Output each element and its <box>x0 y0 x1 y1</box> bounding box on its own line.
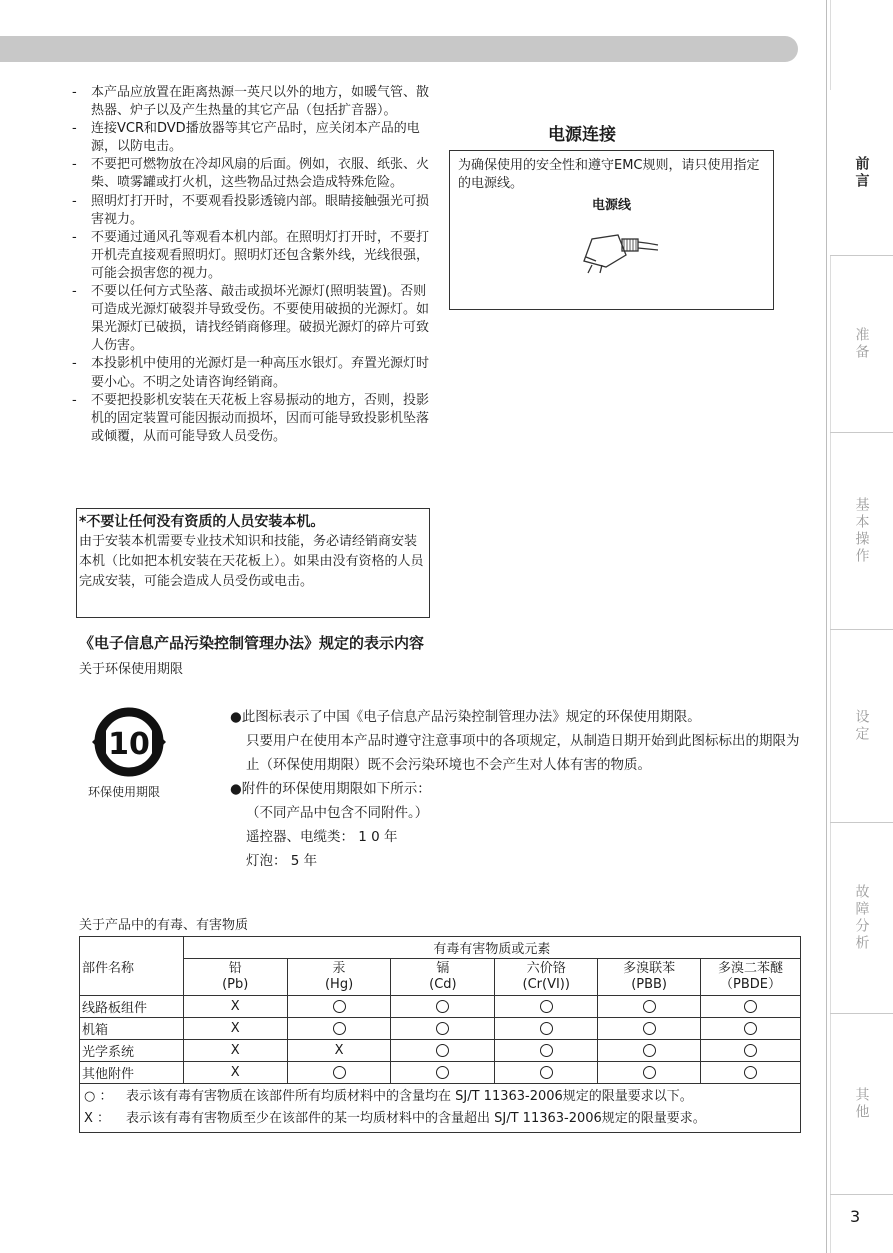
header-bar <box>0 36 798 62</box>
circle-mark-icon <box>643 1022 656 1035</box>
tab-other[interactable]: 其他 <box>853 1087 870 1121</box>
column-header: 多溴二苯醚 （PBDE） <box>701 959 801 996</box>
list-item: - 不要通过通风孔等观看本机内部。在照明灯打开时，不要打开机壳直接观看照明灯。照明灯还包含紫外线，光线很强，可能会损害您的视力。 <box>72 229 434 283</box>
circle-cell <box>598 1062 701 1084</box>
circle-mark-icon <box>436 1044 449 1057</box>
circle-cell <box>598 996 701 1018</box>
circle-cell <box>495 1018 598 1040</box>
install-warning-title: *不要让任何没有资质的人员安装本机。 <box>79 514 325 530</box>
circle-cell <box>391 1062 495 1084</box>
value-cell: X <box>287 1040 391 1062</box>
list-item: - 不要以任何方式坠落、敲击或损坏光源灯(照明装置)。否则可造成光源灯破裂并导致受伤。不要使用破损的光源灯。如果光源灯已破损，请找经销商修理。破损光源灯的碎片可致人伤害。 <box>72 283 434 355</box>
circle-cell <box>495 1040 598 1062</box>
circle-mark-icon <box>540 1066 553 1079</box>
part-name-header: 部件名称 <box>80 937 184 996</box>
safety-list <box>72 84 434 446</box>
circle-cell <box>598 1018 701 1040</box>
tab-basic-operation[interactable]: 基本操作 <box>853 497 870 565</box>
pollution-section-title: 《电子信息产品污染控制管理办法》规定的表示内容 <box>79 634 425 652</box>
circle-mark-icon <box>643 1044 656 1057</box>
table-row <box>80 1062 801 1084</box>
list-item: - 不要把可燃物放在冷却风扇的后面。例如，衣服、纸张、火柴、喷雾罐或打火机，这些物品过热会造成特殊危险。 <box>72 156 434 192</box>
power-cord-label: 电源线 <box>591 198 631 213</box>
eco-bullet-1-detail: 只要用户在使用本产品时遵守注意事项中的各项规定，从制造日期开始到此图标标出的期限为止（环保使用期限）既不会污染环境也不会产生对人体有害的物质。 <box>246 733 800 773</box>
circle-cell <box>287 996 391 1018</box>
hazard-heading: 关于产品中的有毒、有害物质 <box>79 918 249 933</box>
circle-cell <box>287 1062 391 1084</box>
tab-divider <box>830 1194 893 1195</box>
power-body: 为确保使用的安全性和遵守EMC规则，请只使用指定的电源线。 <box>458 158 760 191</box>
part-name-cell: 其他附件 <box>80 1062 184 1084</box>
circle-cell <box>701 1018 801 1040</box>
circle-mark-icon <box>540 1022 553 1035</box>
eco-bullet-2: ●附件的环保使用期限如下所示： <box>230 781 431 797</box>
list-item: - 本产品应放置在距离热源一英尺以外的地方，如暖气管、散热器、炉子以及产生热量的其它产品（包括扩音器）。 <box>72 84 434 120</box>
circle-mark-icon <box>333 1000 346 1013</box>
eco-bullet-1: ●此图标表示了中国《电子信息产品污染控制管理办法》规定的环保使用期限。 <box>230 709 701 725</box>
side-edge <box>826 0 827 1253</box>
table-row <box>80 1018 801 1040</box>
circle-mark-icon <box>744 1000 757 1013</box>
part-name-cell: 光学系统 <box>80 1040 184 1062</box>
list-item: - 连接VCR和DVD播放器等其它产品时，应关闭本产品的电源，以防电击。 <box>72 120 434 156</box>
circle-mark-icon <box>436 1000 449 1013</box>
list-item: - 照明灯打开时，不要观看投影透镜内部。眼睛接触强光可损害视力。 <box>72 193 434 229</box>
install-warning-body: 由于安装本机需要专业技术知识和技能，务必请经销商安装本机（比如把本机安装在天花板上）。如果由没有资格的人员完成安装，可能会造成人员受伤或电击。 <box>79 534 424 589</box>
column-header: 铅 (Pb) <box>183 959 287 996</box>
part-name-cell: 线路板组件 <box>80 996 184 1018</box>
table-row <box>80 996 801 1018</box>
circle-mark-icon <box>744 1066 757 1079</box>
list-item: - 本投影机中使用的光源灯是一种高压水银灯。弃置光源灯时要小心。不明之处请咨询经销商。 <box>72 355 434 391</box>
circle-mark-icon <box>744 1022 757 1035</box>
circle-cell <box>391 1018 495 1040</box>
column-header: 镉 (Cd) <box>391 959 495 996</box>
column-header: 汞 (Hg) <box>287 959 391 996</box>
eco-icon-label: 环保使用期限 <box>88 785 161 799</box>
tab-preparation[interactable]: 准备 <box>853 327 870 361</box>
hazard-table <box>79 936 801 1133</box>
power-plug-icon <box>562 221 662 277</box>
column-header: 多溴联苯 (PBB) <box>598 959 701 996</box>
circle-cell <box>701 1062 801 1084</box>
circle-mark-icon <box>333 1066 346 1079</box>
circle-mark-icon <box>643 1000 656 1013</box>
circle-mark-icon <box>540 1044 553 1057</box>
column-header: 六价铬 (Cr(VI)) <box>495 959 598 996</box>
table-row <box>80 1040 801 1062</box>
substance-group-header: 有毒有害物质或元素 <box>183 937 800 959</box>
value-cell: X <box>183 1062 287 1084</box>
eco-description <box>230 705 800 873</box>
circle-mark-icon <box>744 1044 757 1057</box>
list-item: - 不要把投影机安装在天花板上容易振动的地方，否则，投影机的固定装置可能因振动而损坏，因而可能导致投影机坠落或倾覆，从而可能导致人员受伤。 <box>72 392 434 446</box>
circle-cell <box>391 996 495 1018</box>
circle-mark-icon <box>643 1066 656 1079</box>
page-number: 3 <box>850 1207 861 1226</box>
circle-cell <box>391 1040 495 1062</box>
value-cell: X <box>183 996 287 1018</box>
circle-mark-icon <box>540 1000 553 1013</box>
circle-cell <box>495 996 598 1018</box>
eco-period-icon <box>86 700 172 780</box>
circle-cell <box>701 996 801 1018</box>
value-cell: X <box>183 1040 287 1062</box>
tab-preface[interactable]: 前言 <box>830 90 893 255</box>
circle-mark-icon <box>436 1066 449 1079</box>
power-box <box>449 150 774 310</box>
tab-settings[interactable]: 设定 <box>853 709 870 743</box>
eco-bullet-2-line: 灯泡： 5 年 <box>246 853 318 869</box>
circle-cell <box>495 1062 598 1084</box>
value-cell: X <box>183 1018 287 1040</box>
env-period-heading: 关于环保使用期限 <box>79 662 184 677</box>
circle-mark-icon <box>436 1022 449 1035</box>
note-x: X ： 表示该有毒有害物质至少在该部件的某一均质材料中的含量超出 SJ/T 11363-2006规定的限量要求。 <box>84 1111 706 1126</box>
circle-cell <box>598 1040 701 1062</box>
power-section-title: 电源连接 <box>548 125 616 145</box>
circle-mark-icon <box>333 1022 346 1035</box>
eco-bullet-2-line: 遥控器、电缆类： 1 0 年 <box>246 829 398 845</box>
eco-bullet-2-line: （不同产品中包含不同附件。） <box>246 805 429 821</box>
note-circle: ○ ： 表示该有毒有害物质在该部件所有均质材料中的含量均在 SJ/T 11363-2006规定的限量要求以下。 <box>84 1089 693 1104</box>
circle-cell <box>701 1040 801 1062</box>
install-warning-box <box>76 508 430 618</box>
part-name-cell: 机箱 <box>80 1018 184 1040</box>
tab-troubleshooting[interactable]: 故障分析 <box>853 884 870 952</box>
table-notes <box>80 1084 801 1133</box>
eco-icon-number: 10 <box>108 727 150 762</box>
circle-cell <box>287 1018 391 1040</box>
